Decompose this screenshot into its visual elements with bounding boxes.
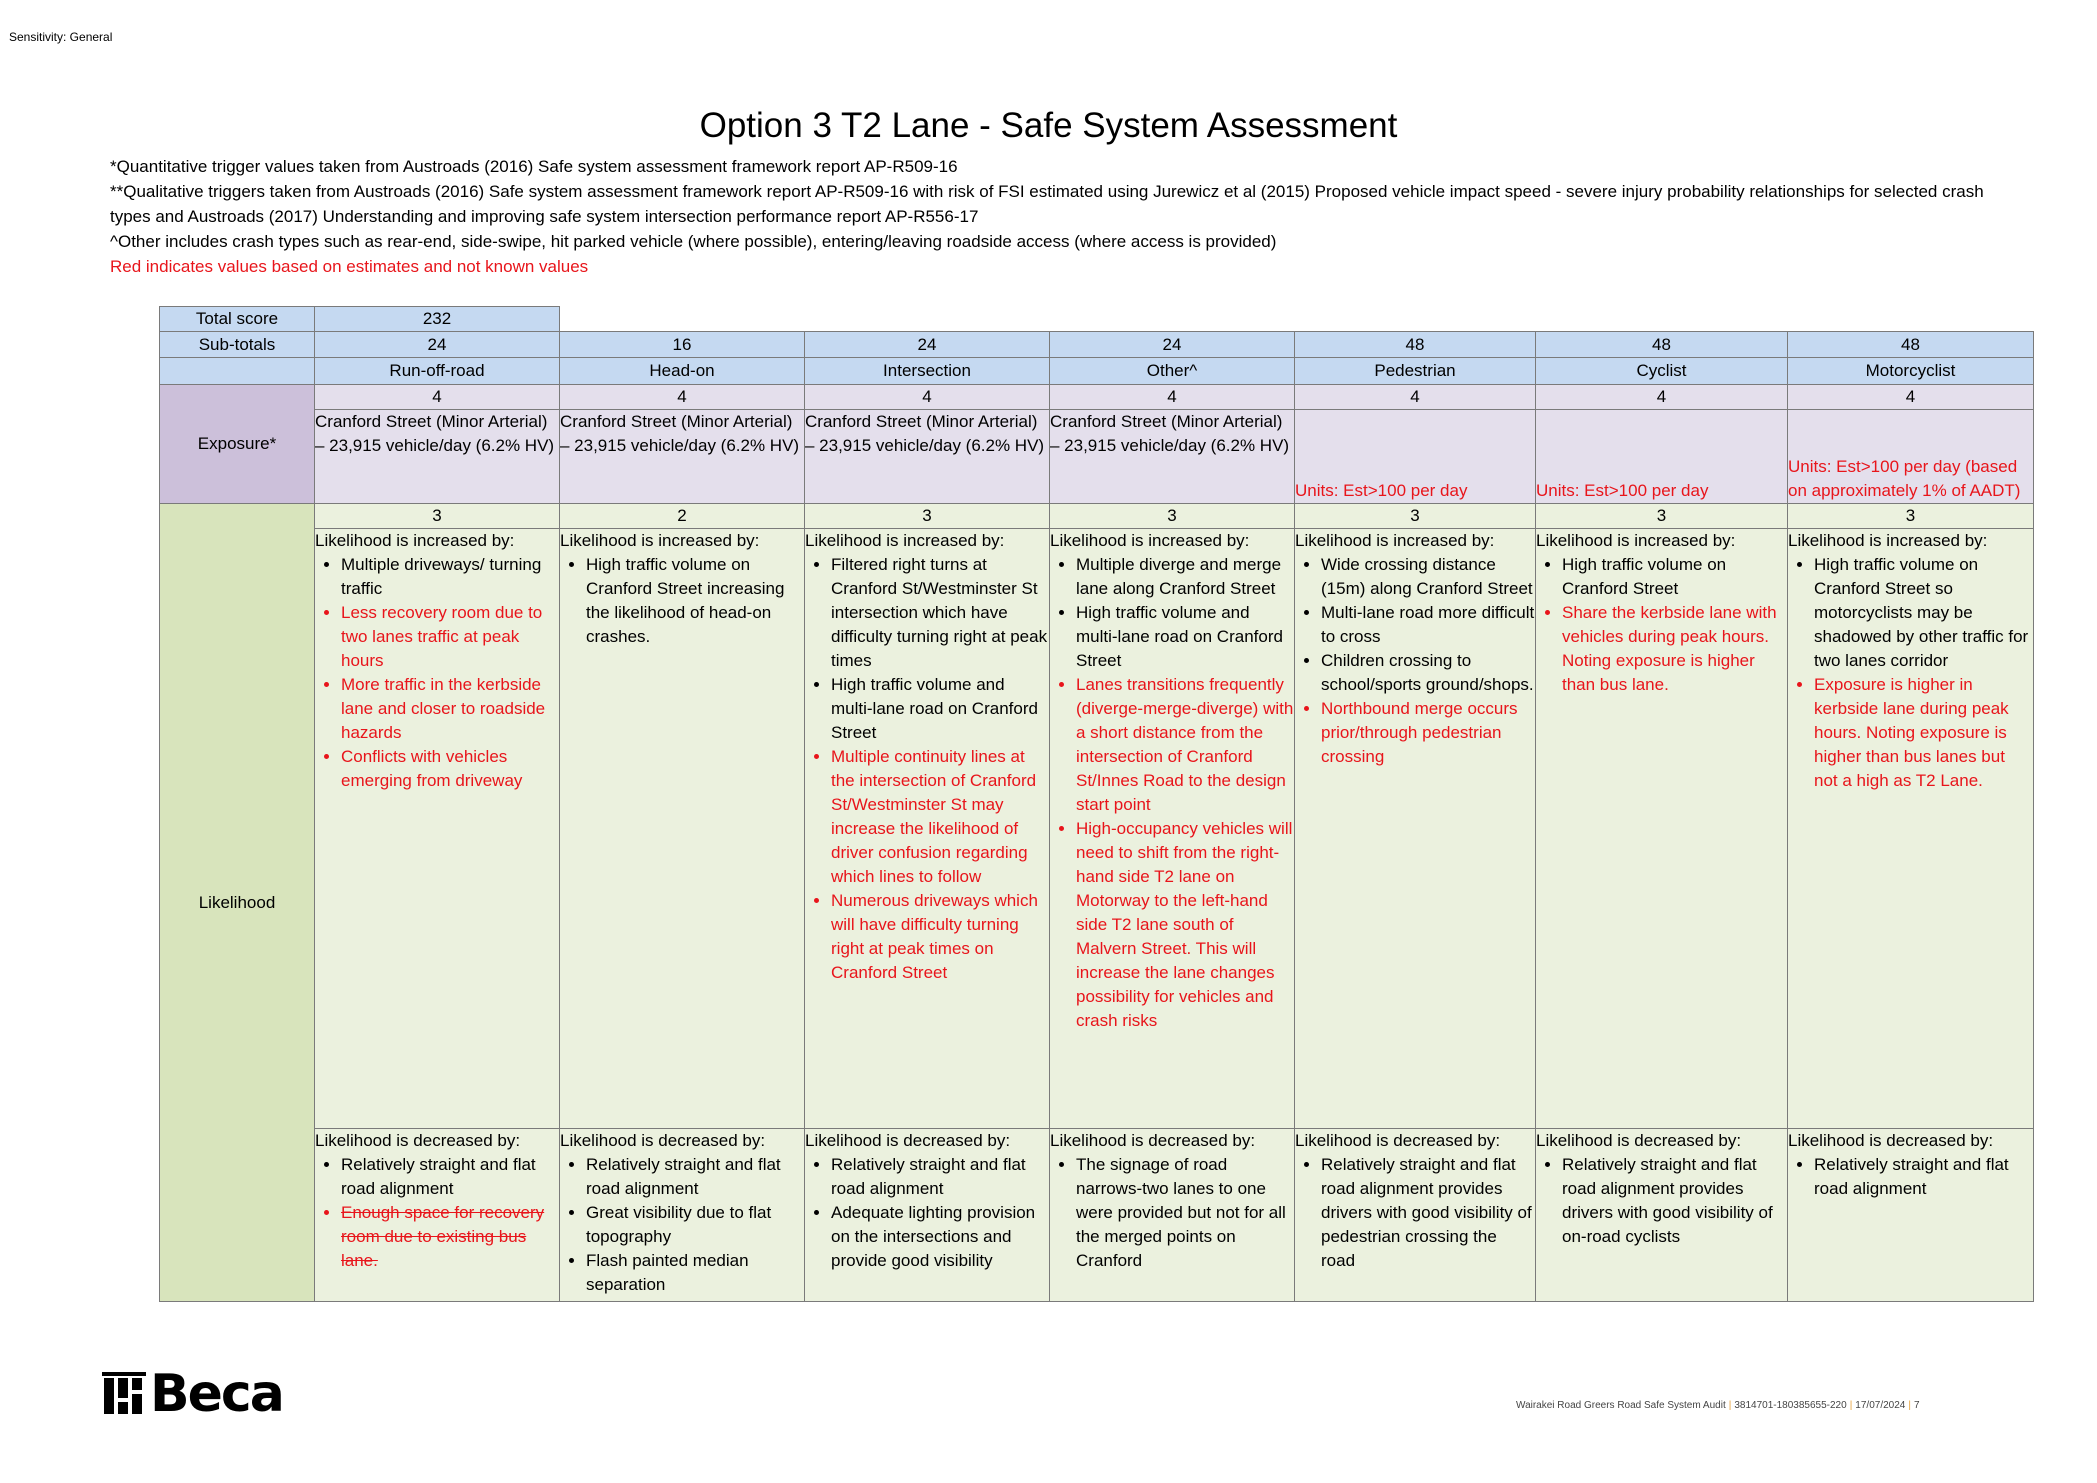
likelihood-decreased-heading: Likelihood is decreased by: bbox=[1295, 1131, 1501, 1150]
safe-system-table bbox=[159, 306, 2034, 1302]
likelihood-label: Likelihood bbox=[160, 504, 315, 1302]
exposure-text: Cranford Street (Minor Arterial) – 23,915 vehicle/day (6.2% HV) bbox=[560, 412, 800, 455]
likelihood-increased-heading: Likelihood is increased by: bbox=[805, 531, 1005, 550]
crash-type-header: Pedestrian bbox=[1295, 358, 1536, 385]
likelihood-increased-heading: Likelihood is increased by: bbox=[315, 531, 515, 550]
exposure-score: 4 bbox=[805, 385, 1050, 410]
exposure-description bbox=[1050, 410, 1295, 504]
exposure-score: 4 bbox=[560, 385, 805, 410]
crash-type-header: Intersection bbox=[805, 358, 1050, 385]
increased-item: • Share the kerbside lane with vehicles during peak hours. Noting exposure is higher than bus lane. bbox=[1562, 601, 1787, 697]
subtotals-row bbox=[160, 332, 2034, 358]
likelihood-increased-heading: Likelihood is increased by: bbox=[1295, 531, 1495, 550]
likelihood-decreased-heading: Likelihood is decreased by: bbox=[805, 1131, 1011, 1150]
increased-item: • Exposure is higher in kerbside lane during peak hours. Noting exposure is higher than bus lanes but not a high as T2 Lane. bbox=[1814, 673, 2033, 793]
increased-list bbox=[805, 553, 1049, 985]
decreased-list bbox=[1050, 1153, 1294, 1273]
increased-item: • Multi-lane road more difficult to cross bbox=[1321, 601, 1535, 649]
subtotal-value: 24 bbox=[805, 332, 1050, 358]
likelihood-score: 3 bbox=[1050, 504, 1295, 529]
note-other: ^Other includes crash types such as rear-end, side-swipe, hit parked vehicle (where possible), entering/leaving roadside access (where access is provided) bbox=[110, 232, 1277, 251]
decreased-list bbox=[560, 1153, 804, 1297]
decreased-item: • Relatively straight and flat road alignment bbox=[831, 1153, 1049, 1201]
exposure-score: 4 bbox=[1295, 385, 1536, 410]
crash-type-label bbox=[160, 358, 315, 385]
likelihood-decreased-heading: Likelihood is decreased by: bbox=[315, 1131, 521, 1150]
exposure-score: 4 bbox=[1788, 385, 2034, 410]
likelihood-increased-heading: Likelihood is increased by: bbox=[1050, 531, 1250, 550]
page-title: Option 3 T2 Lane - Safe System Assessment bbox=[699, 106, 1398, 145]
beca-logo bbox=[102, 1364, 283, 1424]
decreased-item: • Relatively straight and flat road alignment bbox=[586, 1153, 804, 1201]
increased-list bbox=[315, 553, 559, 793]
logo-wordmark: Beca bbox=[150, 1364, 283, 1424]
increased-list bbox=[1295, 553, 1535, 769]
crash-type-header: Cyclist bbox=[1536, 358, 1788, 385]
likelihood-score: 3 bbox=[805, 504, 1050, 529]
likelihood-decreased-cell bbox=[560, 1129, 805, 1302]
crash-type-header: Run-off-road bbox=[315, 358, 560, 385]
likelihood-score: 3 bbox=[1536, 504, 1788, 529]
likelihood-increased-cell bbox=[560, 529, 805, 1129]
likelihood-increased-cell bbox=[1788, 529, 2034, 1129]
increased-item: • More traffic in the kerbside lane and closer to roadside hazards bbox=[341, 673, 559, 745]
increased-list bbox=[560, 553, 804, 649]
increased-item: • High traffic volume and multi-lane road on Cranford Street bbox=[1076, 601, 1294, 673]
likelihood-score: 3 bbox=[315, 504, 560, 529]
increased-item: • Multiple driveways/ turning traffic bbox=[341, 553, 559, 601]
increased-item: • High traffic volume on Cranford Street bbox=[1562, 553, 1787, 601]
increased-item: • Northbound merge occurs prior/through pedestrian crossing bbox=[1321, 697, 1535, 769]
likelihood-increased-cell bbox=[1295, 529, 1536, 1129]
decreased-list bbox=[315, 1153, 559, 1273]
crash-type-header: Motorcyclist bbox=[1788, 358, 2034, 385]
exposure-description bbox=[315, 410, 560, 504]
decreased-list bbox=[1536, 1153, 1787, 1249]
decreased-list bbox=[1788, 1153, 2033, 1201]
likelihood-increased-row bbox=[160, 529, 2034, 1129]
decreased-item: • Relatively straight and flat road alignment provides drivers with good visibility of pedestrian crossing the road bbox=[1321, 1153, 1535, 1273]
exposure-text: Cranford Street (Minor Arterial) – 23,915 vehicle/day (6.2% HV) bbox=[1050, 412, 1290, 455]
subtotal-value: 48 bbox=[1295, 332, 1536, 358]
subtotals-label: Sub-totals bbox=[160, 332, 315, 358]
likelihood-score: 3 bbox=[1788, 504, 2034, 529]
likelihood-decreased-heading: Likelihood is decreased by: bbox=[1050, 1131, 1256, 1150]
beca-logo-icon bbox=[102, 1372, 146, 1416]
decreased-item: • Adequate lighting provision on the intersections and provide good visibility bbox=[831, 1201, 1049, 1273]
note-red-legend: Red indicates values based on estimates and not known values bbox=[110, 257, 589, 276]
likelihood-increased-cell bbox=[315, 529, 560, 1129]
increased-item: • High-occupancy vehicles will need to shift from the right-hand side T2 lane on Motorway to the left-hand side T2 lane south of Malvern Street. This will increase the lane changes possibility for vehicles and crash risks bbox=[1076, 817, 1294, 1033]
subtotal-value: 48 bbox=[1536, 332, 1788, 358]
likelihood-decreased-cell bbox=[1788, 1129, 2034, 1302]
crash-type-header: Head-on bbox=[560, 358, 805, 385]
increased-item: • Numerous driveways which will have difficulty turning right at peak times on Cranford Street bbox=[831, 889, 1049, 985]
increased-item: • Conflicts with vehicles emerging from driveway bbox=[341, 745, 559, 793]
exposure-description bbox=[1536, 410, 1788, 504]
notes bbox=[110, 154, 2010, 279]
likelihood-increased-heading: Likelihood is increased by: bbox=[1536, 531, 1736, 550]
decreased-item: • Enough space for recovery room due to existing bus lane. bbox=[341, 1201, 559, 1273]
total-score-label: Total score bbox=[160, 307, 315, 332]
decreased-item: • The signage of road narrows-two lanes to one were provided but not for all the merged points on Cranford bbox=[1076, 1153, 1294, 1273]
subtotal-value: 48 bbox=[1788, 332, 2034, 358]
likelihood-increased-cell bbox=[1536, 529, 1788, 1129]
likelihood-decreased-heading: Likelihood is decreased by: bbox=[560, 1131, 766, 1150]
decreased-list bbox=[1295, 1153, 1535, 1273]
footer-ref: 3814701-180385655-220 bbox=[1734, 1400, 1847, 1411]
exposure-score: 4 bbox=[315, 385, 560, 410]
likelihood-decreased-cell bbox=[805, 1129, 1050, 1302]
likelihood-decreased-cell bbox=[315, 1129, 560, 1302]
exposure-text: Cranford Street (Minor Arterial) – 23,915 vehicle/day (6.2% HV) bbox=[315, 412, 555, 455]
likelihood-decreased-cell bbox=[1536, 1129, 1788, 1302]
likelihood-decreased-cell bbox=[1050, 1129, 1295, 1302]
increased-item: • Multiple continuity lines at the intersection of Cranford St/Westminster St may increase the likelihood of driver confusion regarding which lines to follow bbox=[831, 745, 1049, 889]
footer-date: 17/07/2024 bbox=[1855, 1400, 1906, 1411]
footer-page-number: 7 bbox=[1913, 1400, 1920, 1411]
likelihood-score: 3 bbox=[1295, 504, 1536, 529]
subtotal-value: 24 bbox=[315, 332, 560, 358]
exposure-description bbox=[560, 410, 805, 504]
likelihood-increased-cell bbox=[1050, 529, 1295, 1129]
likelihood-decreased-cell bbox=[1295, 1129, 1536, 1302]
likelihood-increased-heading: Likelihood is increased by: bbox=[560, 531, 760, 550]
likelihood-decreased-row bbox=[160, 1129, 2034, 1302]
note-qualitative: **Qualitative triggers taken from Austroads (2016) Safe system assessment framework report AP-R509-16 with risk of FSI estimated using Jurewicz et al (2015) Proposed vehicle impact speed - severe injury probability relationships for selected crash types and Austroads (2017) Understanding and improving safe system intersection performance report AP-R556-17 bbox=[110, 182, 1984, 226]
decreased-item: • Relatively straight and flat road alignment provides drivers with good visibility of on-road cyclists bbox=[1562, 1153, 1787, 1249]
likelihood-decreased-heading: Likelihood is decreased by: bbox=[1536, 1131, 1742, 1150]
increased-item: • High traffic volume and multi-lane road on Cranford Street bbox=[831, 673, 1049, 745]
increased-item: • Children crossing to school/sports ground/shops. bbox=[1321, 649, 1535, 697]
crash-type-header: Other^ bbox=[1050, 358, 1295, 385]
exposure-score-row bbox=[160, 385, 2034, 410]
exposure-description bbox=[805, 410, 1050, 504]
increased-item: • Less recovery room due to two lanes traffic at peak hours bbox=[341, 601, 559, 673]
decreased-item: • Flash painted median separation bbox=[586, 1249, 804, 1297]
exposure-score: 4 bbox=[1536, 385, 1788, 410]
likelihood-score-row bbox=[160, 504, 2034, 529]
likelihood-decreased-heading: Likelihood is decreased by: bbox=[1788, 1131, 1994, 1150]
exposure-score: 4 bbox=[1050, 385, 1295, 410]
exposure-estimate: Units: Est>100 per day bbox=[1536, 481, 1709, 500]
exposure-text-row bbox=[160, 410, 2034, 504]
exposure-estimate: Units: Est>100 per day (based on approximately 1% of AADT) bbox=[1788, 457, 2021, 500]
likelihood-score: 2 bbox=[560, 504, 805, 529]
subtotal-value: 24 bbox=[1050, 332, 1295, 358]
likelihood-increased-cell bbox=[805, 529, 1050, 1129]
increased-list bbox=[1050, 553, 1294, 1033]
increased-list bbox=[1536, 553, 1787, 697]
note-quantitative: *Quantitative trigger values taken from Austroads (2016) Safe system assessment framework report AP-R509-16 bbox=[110, 157, 958, 176]
exposure-text: Cranford Street (Minor Arterial) – 23,915 vehicle/day (6.2% HV) bbox=[805, 412, 1045, 455]
footer-project: Wairakei Road Greers Road Safe System Audit bbox=[1516, 1400, 1726, 1411]
increased-item: • High traffic volume on Cranford Street so motorcyclists may be shadowed by other traffic for two lanes corridor bbox=[1814, 553, 2033, 673]
decreased-list bbox=[805, 1153, 1049, 1273]
exposure-label: Exposure* bbox=[160, 385, 315, 504]
crash-type-row bbox=[160, 358, 2034, 385]
increased-item: • Multiple diverge and merge lane along Cranford Street bbox=[1076, 553, 1294, 601]
total-spacer bbox=[560, 307, 2034, 332]
increased-item: • Wide crossing distance (15m) along Cranford Street bbox=[1321, 553, 1535, 601]
exposure-description bbox=[1295, 410, 1536, 504]
increased-item: • High traffic volume on Cranford Street increasing the likelihood of head-on crashes. bbox=[586, 553, 804, 649]
increased-item: • Filtered right turns at Cranford St/Westminster St intersection which have difficulty turning right at peak times bbox=[831, 553, 1049, 673]
exposure-estimate: Units: Est>100 per day bbox=[1295, 481, 1468, 500]
total-row bbox=[160, 307, 2034, 332]
increased-list bbox=[1788, 553, 2033, 793]
exposure-description bbox=[1788, 410, 2034, 504]
page-footer: Wairakei Road Greers Road Safe System Audit | 3814701-180385655-220 | 17/07/2024 | 7 bbox=[1516, 1400, 1920, 1411]
subtotal-value: 16 bbox=[560, 332, 805, 358]
total-score-value: 232 bbox=[315, 307, 560, 332]
decreased-item: • Relatively straight and flat road alignment bbox=[341, 1153, 559, 1201]
sensitivity-label: Sensitivity: General bbox=[9, 30, 113, 44]
increased-item: • Lanes transitions frequently (diverge-merge-diverge) with a short distance from the intersection of Cranford St/Innes Road to the design start point bbox=[1076, 673, 1294, 817]
decreased-item: • Relatively straight and flat road alignment bbox=[1814, 1153, 2033, 1201]
decreased-item: • Great visibility due to flat topography bbox=[586, 1201, 804, 1249]
likelihood-increased-heading: Likelihood is increased by: bbox=[1788, 531, 1988, 550]
